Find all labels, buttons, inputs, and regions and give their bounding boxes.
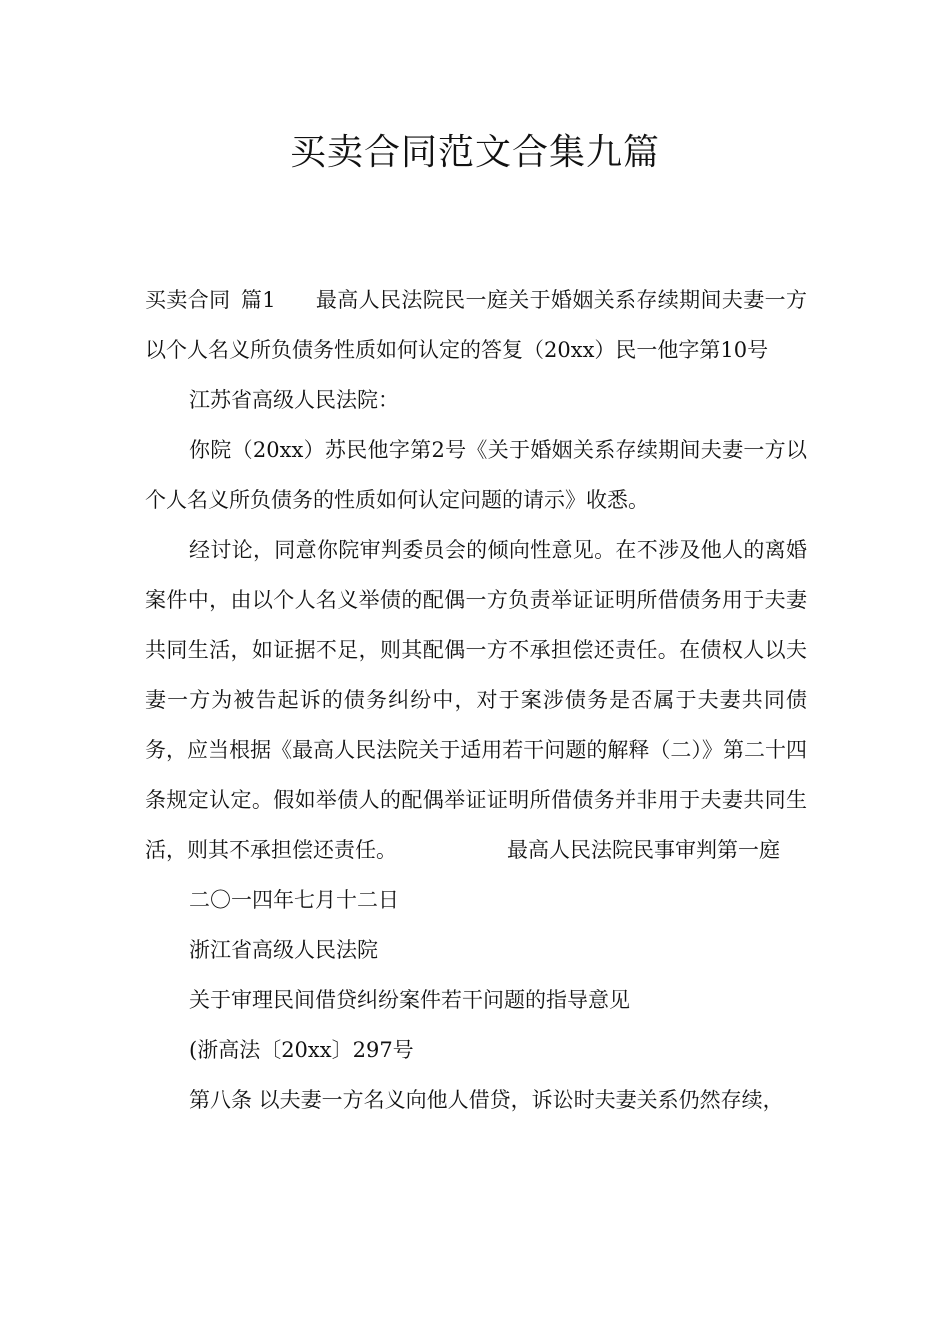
- document-body: [145, 275, 807, 1125]
- paragraph-article-8: 第八条 以夫妻一方名义向他人借贷，诉讼时夫妻关系仍然存续，: [189, 1088, 784, 1112]
- paragraph-guidance-title: 关于审理民间借贷纠纷案件若干问题的指导意见: [189, 988, 630, 1012]
- reply-heading: 最高人民法院民一庭关于婚姻关系存续期间夫妻一方以个人名义所负债务性质如何认定的答复（20xx）民一他字第10号: [145, 288, 807, 362]
- paragraph-request-received: 你院（20xx）苏民他字第2号《关于婚姻关系存续期间夫妻一方以个人名义所负债务的性质如何认定问题的请示》收悉。: [145, 438, 807, 512]
- paragraph-addressee: 江苏省高级人民法院：: [189, 388, 399, 412]
- paragraph-doc-number: (浙高法〔20xx〕297号: [189, 1038, 414, 1062]
- document-title: 买卖合同范文合集九篇: [289, 132, 660, 173]
- section-number: 篇1: [240, 288, 276, 312]
- paragraph-opinion: [145, 525, 807, 875]
- section-label: 买卖合同: [145, 288, 231, 312]
- opinion-text: 经讨论，同意你院审判委员会的倾向性意见。在不涉及他人的离婚案件中，由以个人名义举债的配偶一方负责举证证明所借债务用于夫妻共同生活，如证据不足，则其配偶一方不承担偿还责任。在债权人以夫妻一方为被告起诉的债务纠纷中，对于案涉债务是否属于夫妻共同债务，应当根据《最高人民法院关于适用若干问题的解释（二）》第二十四条规定认定。假如举债人的配偶举证证明所借债务并非用于夫妻共同生活，则其不承担偿还责任。: [145, 538, 807, 862]
- paragraph-court-name: 浙江省高级人民法院: [189, 938, 378, 962]
- signature-court: 最高人民法院民事审判第一庭: [507, 838, 780, 862]
- paragraph-1: [145, 275, 807, 375]
- paragraph-date: 二〇一四年七月十二日: [189, 888, 399, 912]
